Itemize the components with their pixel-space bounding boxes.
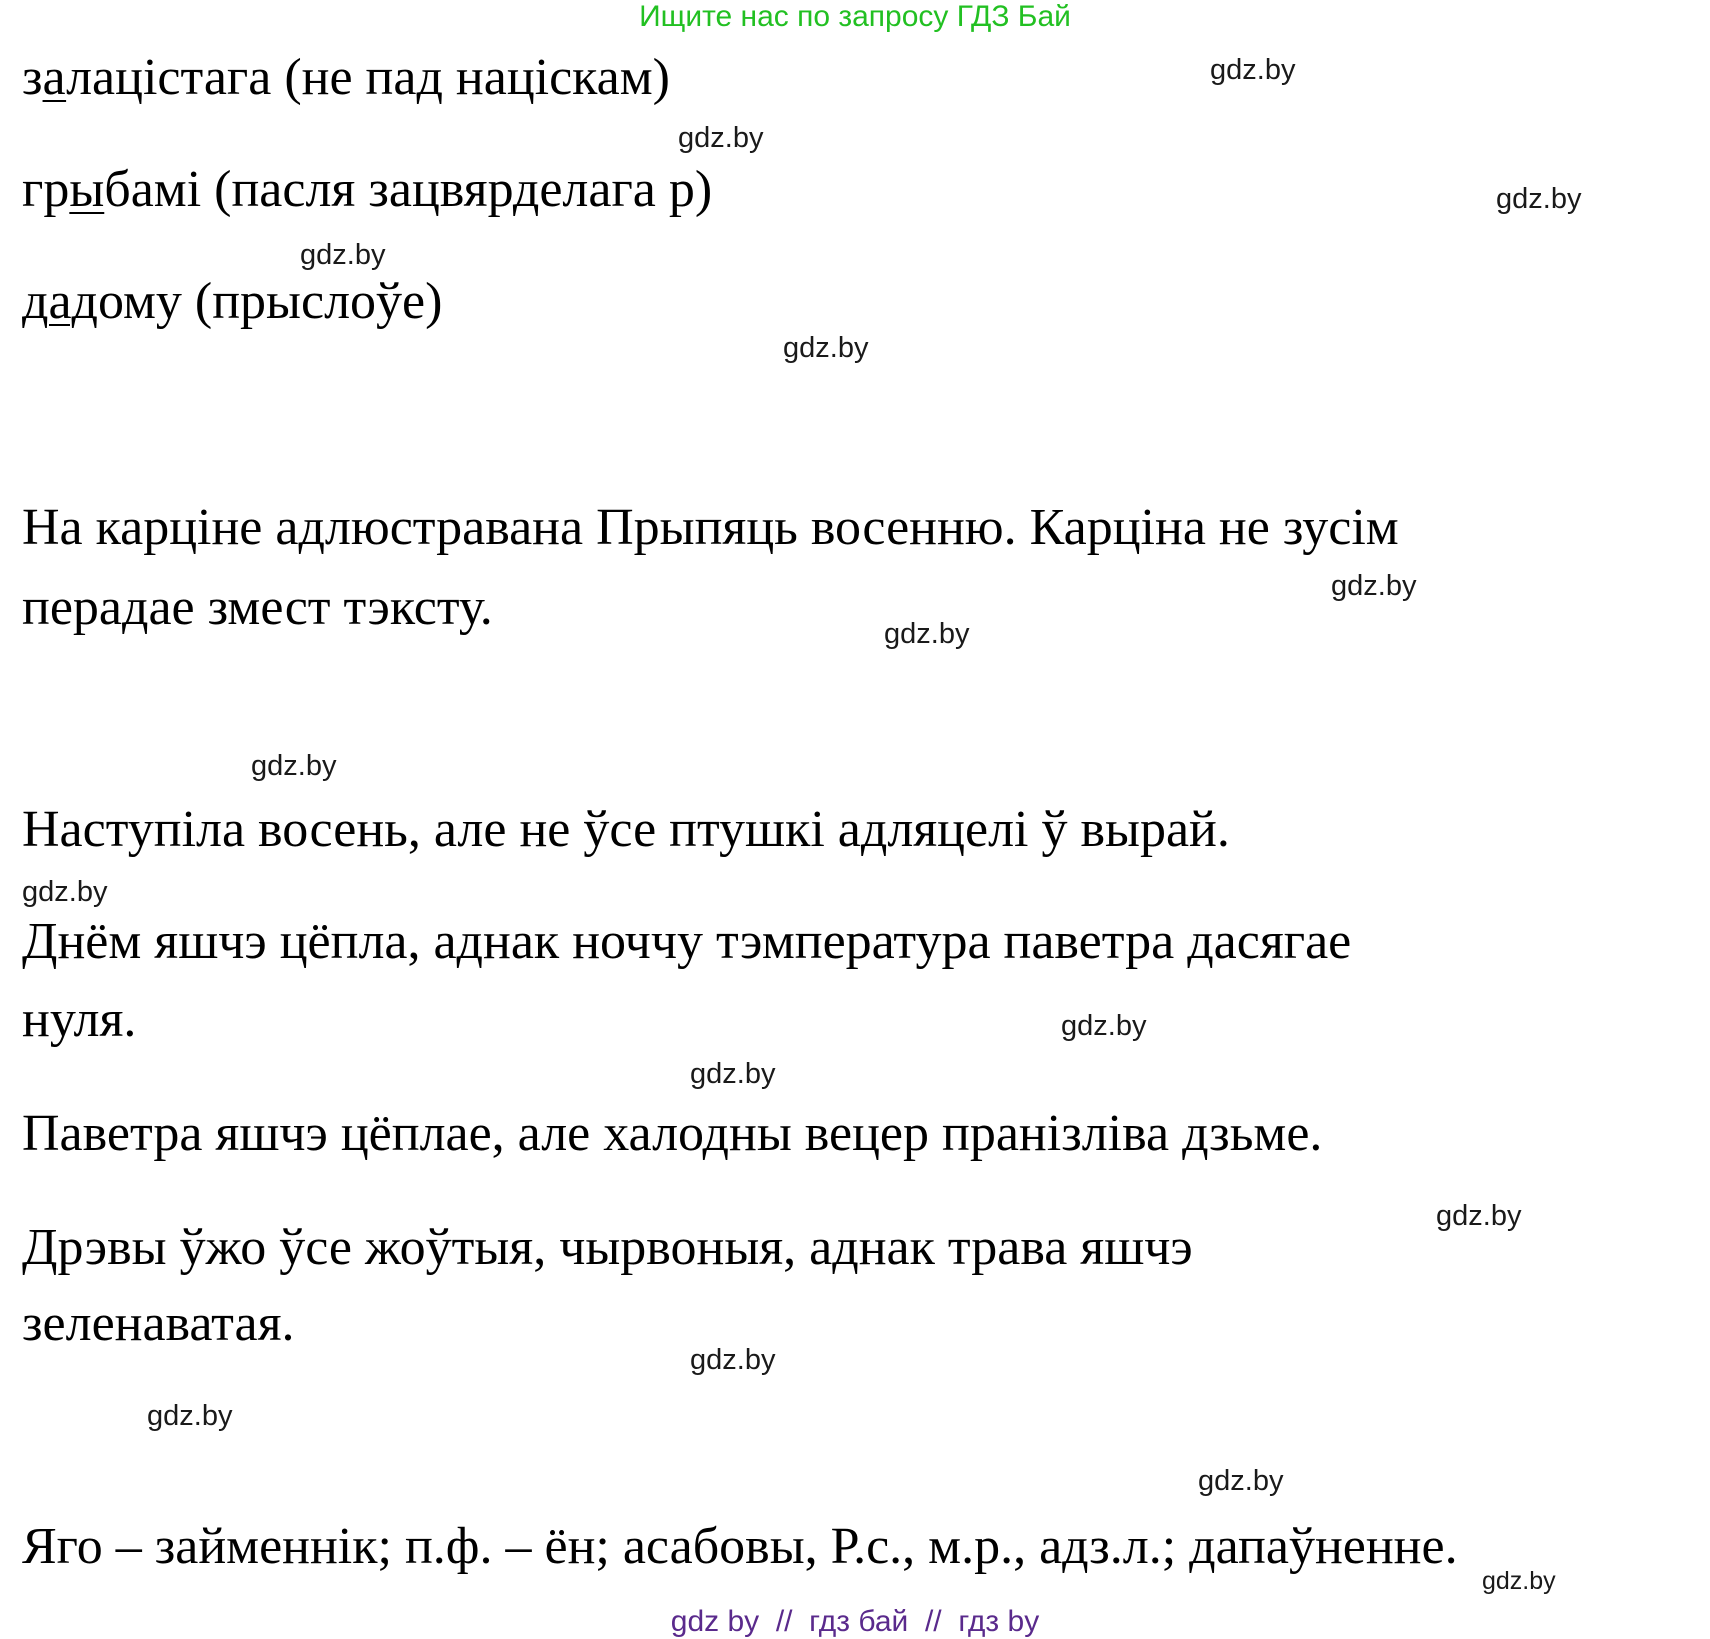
- watermark: gdz.by: [1061, 1010, 1147, 1042]
- sentence-trees-line2: зеленаватая.: [22, 1295, 295, 1352]
- sentence-autumn-birds: Наступіла восень, але не ўсе птушкі адляцелі ў вырай.: [22, 801, 1230, 858]
- watermark: gdz.by: [1210, 54, 1296, 86]
- watermark: gdz.by: [22, 876, 108, 908]
- watermark: gdz.by: [1482, 1567, 1556, 1595]
- word-rest: ому (прыслоўе): [98, 273, 443, 330]
- watermark: gdz.by: [783, 332, 869, 364]
- underlined-letters: дад: [22, 273, 98, 330]
- word-grybami: [22, 160, 712, 220]
- underlined-letter: ы: [69, 161, 105, 218]
- watermark: gdz.by: [1198, 1465, 1284, 1497]
- watermark: gdz.by: [690, 1058, 776, 1090]
- underlined-letter: а: [42, 49, 67, 106]
- word-prefix: гр: [22, 161, 70, 218]
- watermark: gdz.by: [678, 122, 764, 154]
- paragraph-picture-line1: На карціне адлюстравана Прыпяць восенню. Карціна не зусім: [22, 499, 1399, 556]
- watermark: gdz.by: [1496, 183, 1582, 215]
- word-rest: бамі (пасля зацвярделага р): [104, 161, 713, 218]
- watermark: gdz.by: [1436, 1200, 1522, 1232]
- watermark: gdz.by: [690, 1344, 776, 1376]
- word-zalacistaga: [22, 48, 670, 108]
- sentence-parsing: Яго – займеннік; п.ф. – ён; асабовы, Р.с., м.р., адз.л.; дапаўненне.: [22, 1518, 1458, 1575]
- paragraph-picture-line2: перадае змест тэксту.: [22, 579, 493, 636]
- watermark: gdz.by: [251, 750, 337, 782]
- word-dadomu: [22, 272, 442, 332]
- sentence-day-night-line2: нуля.: [22, 991, 137, 1048]
- sentence-day-night-line1: Днём яшчэ цёпла, аднак ноччу тэмпература паветра дасягае: [22, 913, 1352, 970]
- watermark: gdz.by: [1331, 570, 1417, 602]
- watermark: gdz.by: [147, 1400, 233, 1432]
- word-prefix: з: [22, 49, 43, 106]
- search-hint-header: Ищите нас по запросу ГДЗ Бай: [639, 0, 1071, 33]
- watermark: gdz.by: [884, 618, 970, 650]
- watermark: gdz.by: [300, 239, 386, 271]
- word-rest: лацістага (не пад націскам): [66, 49, 670, 106]
- sentence-wind: Паветра яшчэ цёплае, але халодны вецер пранізліва дзьме.: [22, 1105, 1323, 1162]
- site-footer: gdz by // гдз бай // гдз by: [670, 1605, 1040, 1638]
- sentence-trees-line1: Дрэвы ўжо ўсе жоўтыя, чырвоныя, аднак трава яшчэ: [22, 1219, 1193, 1276]
